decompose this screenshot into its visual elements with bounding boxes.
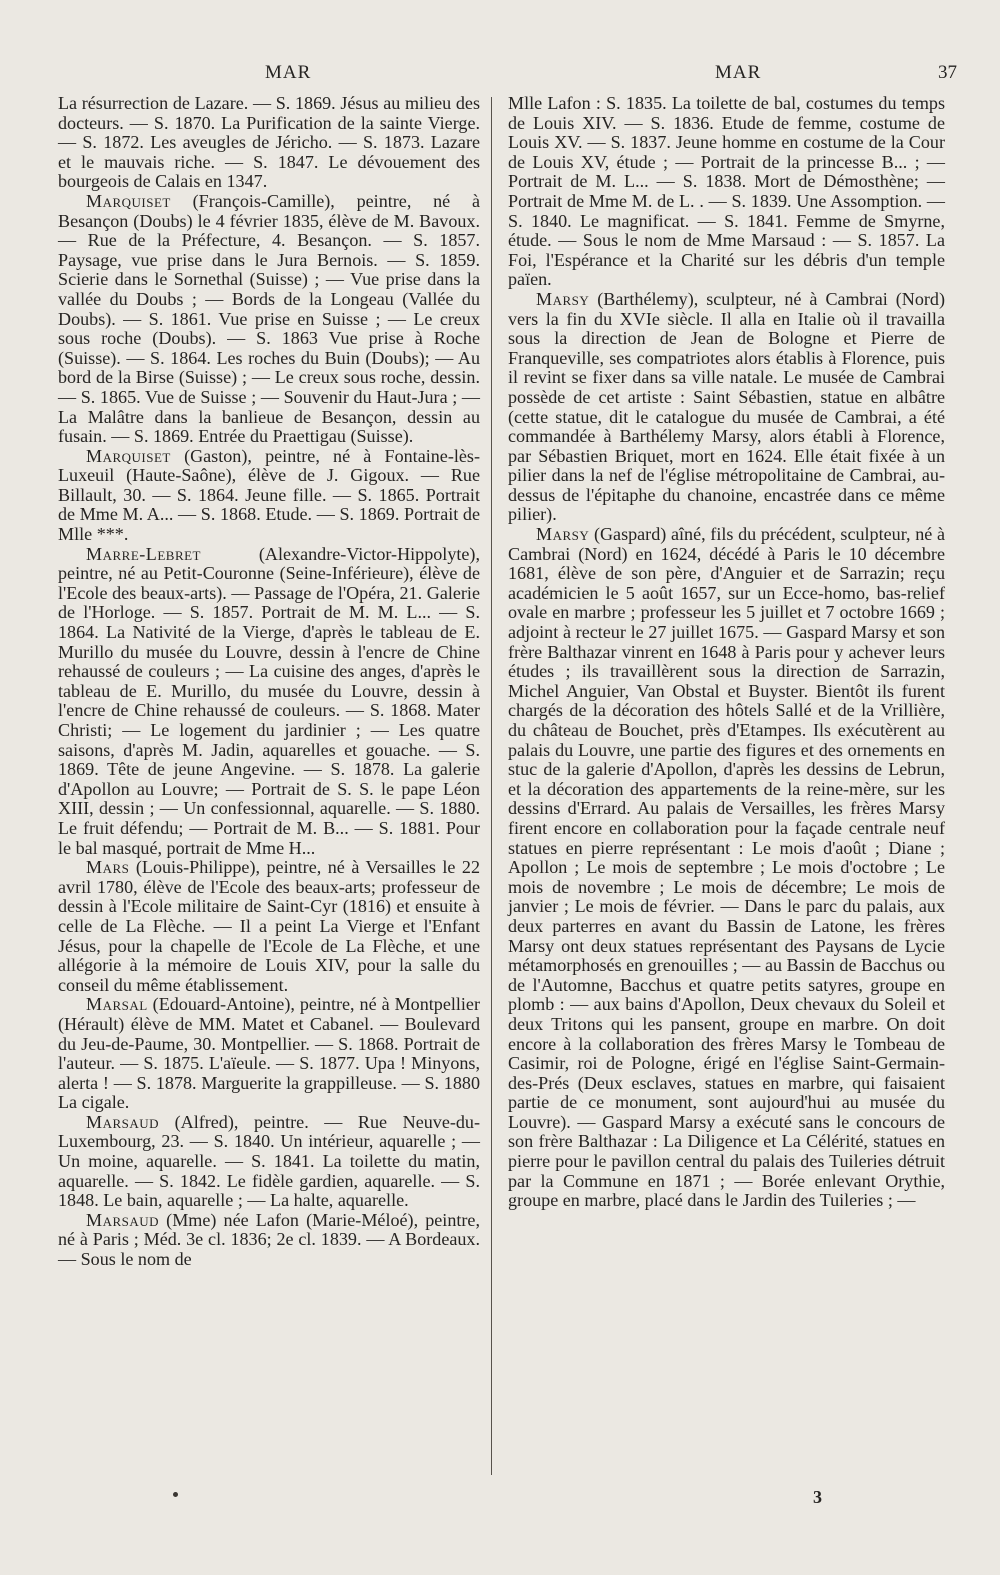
entry-headword: Marsy [536,288,590,309]
entry-body: (Gaspard) aîné, fils du précédent, sculpteur, né à Cambrai (Nord) en 1624, décédé à Paris le 10 décembre 1681, élève de son père, d'Anguier et de Sarrazin; reçu académicien le 5 août 1657, sur un Ecce-homo, bas-relief ovale en marbre ; professeur les 5 juillet et 7 octobre 1669 ; adjoint à recteur le 27 juillet 1675. — Gaspard Marsy et son frère Balthazar vinrent en 1648 à Paris pour y achever leurs études ; ils travaillèrent sous la direction de Sarrazin, Michel Anguier, Van Obstal et Buyster. Bientôt ils furent chargés de la décoration des hôtels Sallé et de la Vrillière, du château de Bouchet, près d'Etampes. Ils exécutèrent au palais du Louvre, une partie des figures et des ornements en stuc de la galerie d'Apollon, d'après les dessins de Lebrun, et la décoration des appartements de la reine-mère, sur les dessins d'Errard. Au palais de Versailles, les frères Marsy firent encore en collaboration pour la façade centrale neuf statues en pierre représentant : Le mois d'août ; Diane ; Apollon ; Le mois de septembre ; Le mois d'octobre ; Le mois de novembre ; Le mois de décembre; Le mois de janvier ; Le mois de février. — Dans le parc du palais, aux deux parterres en avant du Bassin de Latone, les frères Marsy ont deux statues représentant des Paysans de Lycie métamorphosés en grenouilles ; — au Bassin de Bacchus ou de l'Automne, Bacchus et quatre petits satyres, groupe en plomb : — aux bains d'Apollon, Deux chevaux du Soleil et deux Tritons qui les pansent, groupe en marbre. On doit encore à la collaboration des frères Marsy le Tombeau de Casimir, roi de Pologne, érigé en l'église Saint-Germain-des-Prés (Deux esclaves, statues en marbre, qui faisaient partie de ce monument, sont aujourd'hui au musée du Louvre). — Gaspard Marsy a exécuté sans le concours de son frère Balthazar : La Diligence et La Célérité, statues en pierre pour le pavillon central du palais des Tuileries détruit par la Commune en 1871 ; — Borée enlevant Orythie, groupe en marbre, placé dans le Jardin des Tuileries ; — [508,524,945,1211]
dictionary-entry [58,1113,480,1211]
entry-body: (Gaston), peintre, né à Fontaine-lès-Luxeuil (Haute-Saône), élève de J. Gigoux. — Rue Billault, 30. — S. 1864. Jeune fille. — S. 1865. Portrait de Mme M. A... — S. 1868. Etude. — S. 1869. Portrait de Mlle ***. [58,445,480,545]
dictionary-entry [58,192,480,447]
entry-headword: Marsaud [86,1111,160,1132]
dictionary-entry [58,1211,480,1270]
dictionary-entry [58,995,480,1113]
continuation-paragraph: Mlle Lafon : S. 1835. La toilette de bal, costumes du temps de Louis XIV. — S. 1836. Etude de femme, costume de Louis XV. — S. 1837. Jeune homme en costume de la Cour de Louis XV, étude ; — Portrait de la princesse B... ; — Portrait de M. L... — S. 1838. Mort de Démosthène; — Portrait de Mme M. de L. . — S. 1839. Une Assomption. — S. 1840. Le magnificat. — S. 1841. Femme de Smyrne, étude. — Sous le nom de Mme Marsaud : — S. 1857. La Foi, l'Espérance et la Charité sur les débris d'un temple païen. [508,93,945,290]
entry-headword: Mars [86,857,130,878]
entry-headword: Marre-Lebret [86,543,202,564]
entry-headword: Marquiset [86,190,171,211]
right-column [508,94,945,1211]
entry-body: (Edouard-Antoine), peintre, né à Montpellier (Hérault) élève de MM. Matet et Cabanel. — Boulevard du Jeu-de-Paume, 30. Montpellier. — S. 1868. Portrait de l'auteur. — S. 1875. L'aïeule. — S. 1877. Upa ! Minyons, alerta ! — S. 1878. Marguerite la grappilleuse. — S. 1880 La cigale. [58,994,480,1113]
entry-headword: Marsal [86,994,148,1015]
left-column [58,94,480,1270]
entry-headword: Marsy [536,524,590,545]
dictionary-entry [58,447,480,545]
entry-body: (Louis-Philippe), peintre, né à Versailles le 22 avril 1780, élève de l'Ecole des beaux-arts; professeur de dessin à l'Ecole militaire de Saint-Cyr (1816) et ensuite à celle de La Flèche. — Il a peint La Vierge et l'Enfant Jésus, pour la chapelle de l'Ecole de La Flèche, et une allégorie à la mémoire de Louis XIV, pour la salle du conseil du même établissement. [58,857,480,995]
entry-headword: Marsaud [86,1209,160,1230]
entry-body: (Alfred), peintre. — Rue Neuve-du-Luxembourg, 23. — S. 1840. Un intérieur, aquarelle ; — Un moine, aquarelle. — S. 1841. La toilette du matin, aquarelle. — S. 1842. Le fidèle gardien, aquarelle. — S. 1848. Le bain, aquarelle ; — La halte, aquarelle. [58,1111,480,1211]
entry-body: (Barthélemy), sculpteur, né à Cambrai (Nord) vers la fin du XVIe siècle. Il alla en Italie où il travailla sous la direction de Jean de Bologne et Pierre de Franqueville, ses compatriotes alors établis à Florence, puis il revint se fixer dans sa ville natale. Le musée de Cambrai possède de cet artiste : Saint Sébastien, statue en albâtre (cette statue, dit le catalogue du musée de Cambrai, a été commandée à Barthélemy Marsy, alors établi à Florence, par Sébastien Briquet, mort en 1624. Elle était fixée à un pilier dans la nef de l'église métropolitaine de Cambrai, au-dessus de l'épitaphe du chanoine, encastrée dans ce même pilier). [508,288,945,525]
entry-body: (Mme) née Lafon (Marie-Méloé), peintre, né à Paris ; Méd. 3e cl. 1836; 2e cl. 1839. — A Bordeaux. — Sous le nom de [58,1209,480,1270]
dictionary-entry [58,545,480,859]
print-speck [173,1492,178,1497]
running-head-left: MAR [265,62,312,83]
column-divider [491,97,492,1475]
entry-body: (François-Camille), peintre, né à Besançon (Doubs) le 4 février 1835, élève de M. Bavoux. — Rue de la Préfecture, 4. Besançon. — S. 1857. Paysage, vue prise dans le Jura Bernois. — S. 1859. Scierie dans le Sornethal (Suisse) ; — Vue prise dans la vallée du Doubs ; — Bords de la Longeau (Vallée du Doubs). — S. 1861. Vue prise en Suisse ; — Le creux sous roche (Doubs). — S. 1863 Vue prise à Roche (Suisse). — S. 1864. Les roches du Buin (Doubs); — Au bord de la Birse (Suisse) ; — Le creux sous roche, dessin. — S. 1865. Vue de Suisse ; — Souvenir du Haut-Jura ; — La Malâtre dans la banlieue de Besançon, dessin au fusain. — S. 1869. Entrée du Praettigau (Suisse). [58,190,480,447]
page-number: 37 [938,62,957,83]
dictionary-entry [508,290,945,525]
dictionary-entry [58,858,480,995]
dictionary-entry [508,525,945,1211]
continuation-paragraph: La résurrection de Lazare. — S. 1869. Jésus au milieu des docteurs. — S. 1870. La Purification de la sainte Vierge. — S. 1872. Les aveugles de Jéricho. — S. 1873. Lazare et le mauvais riche. — S. 1847. Le dévouement des bourgeois de Calais en 1347. [58,93,480,192]
entry-headword: Marquiset [86,445,171,466]
running-head-right: MAR [715,62,762,83]
signature-mark: 3 [813,1487,822,1507]
entry-body: (Alexandre-Victor-Hippolyte), peintre, né au Petit-Couronne (Seine-Inférieure), élève de l'Ecole des beaux-arts). — Passage de l'Opéra, 21. Galerie de l'Horloge. — S. 1857. Portrait de M. M. L... — S. 1864. La Nativité de la Vierge, d'après le tableau de E. Murillo du musée du Louvre, dessin à l'encre de Chine rehaussé de couleurs ; — La cuisine des anges, d'après le tableau de E. Murillo, du musée du Louvre, dessin à l'encre de Chine rehaussé de couleurs. — S. 1868. Mater Christi; — Le logement du jardinier ; — Les quatre saisons, d'après M. Jadin, aquarelles et gouache. — S. 1869. Tête de jeune Angevine. — S. 1878. La galerie d'Apollon au Louvre; — Portrait de S. S. le pape Léon XIII, dessin ; — Un confessionnal, aquarelle. — S. 1880. Le fruit défendu; — Portrait de M. B... — S. 1881. Pour le bal masqué, portrait de Mme H... [58,543,480,858]
